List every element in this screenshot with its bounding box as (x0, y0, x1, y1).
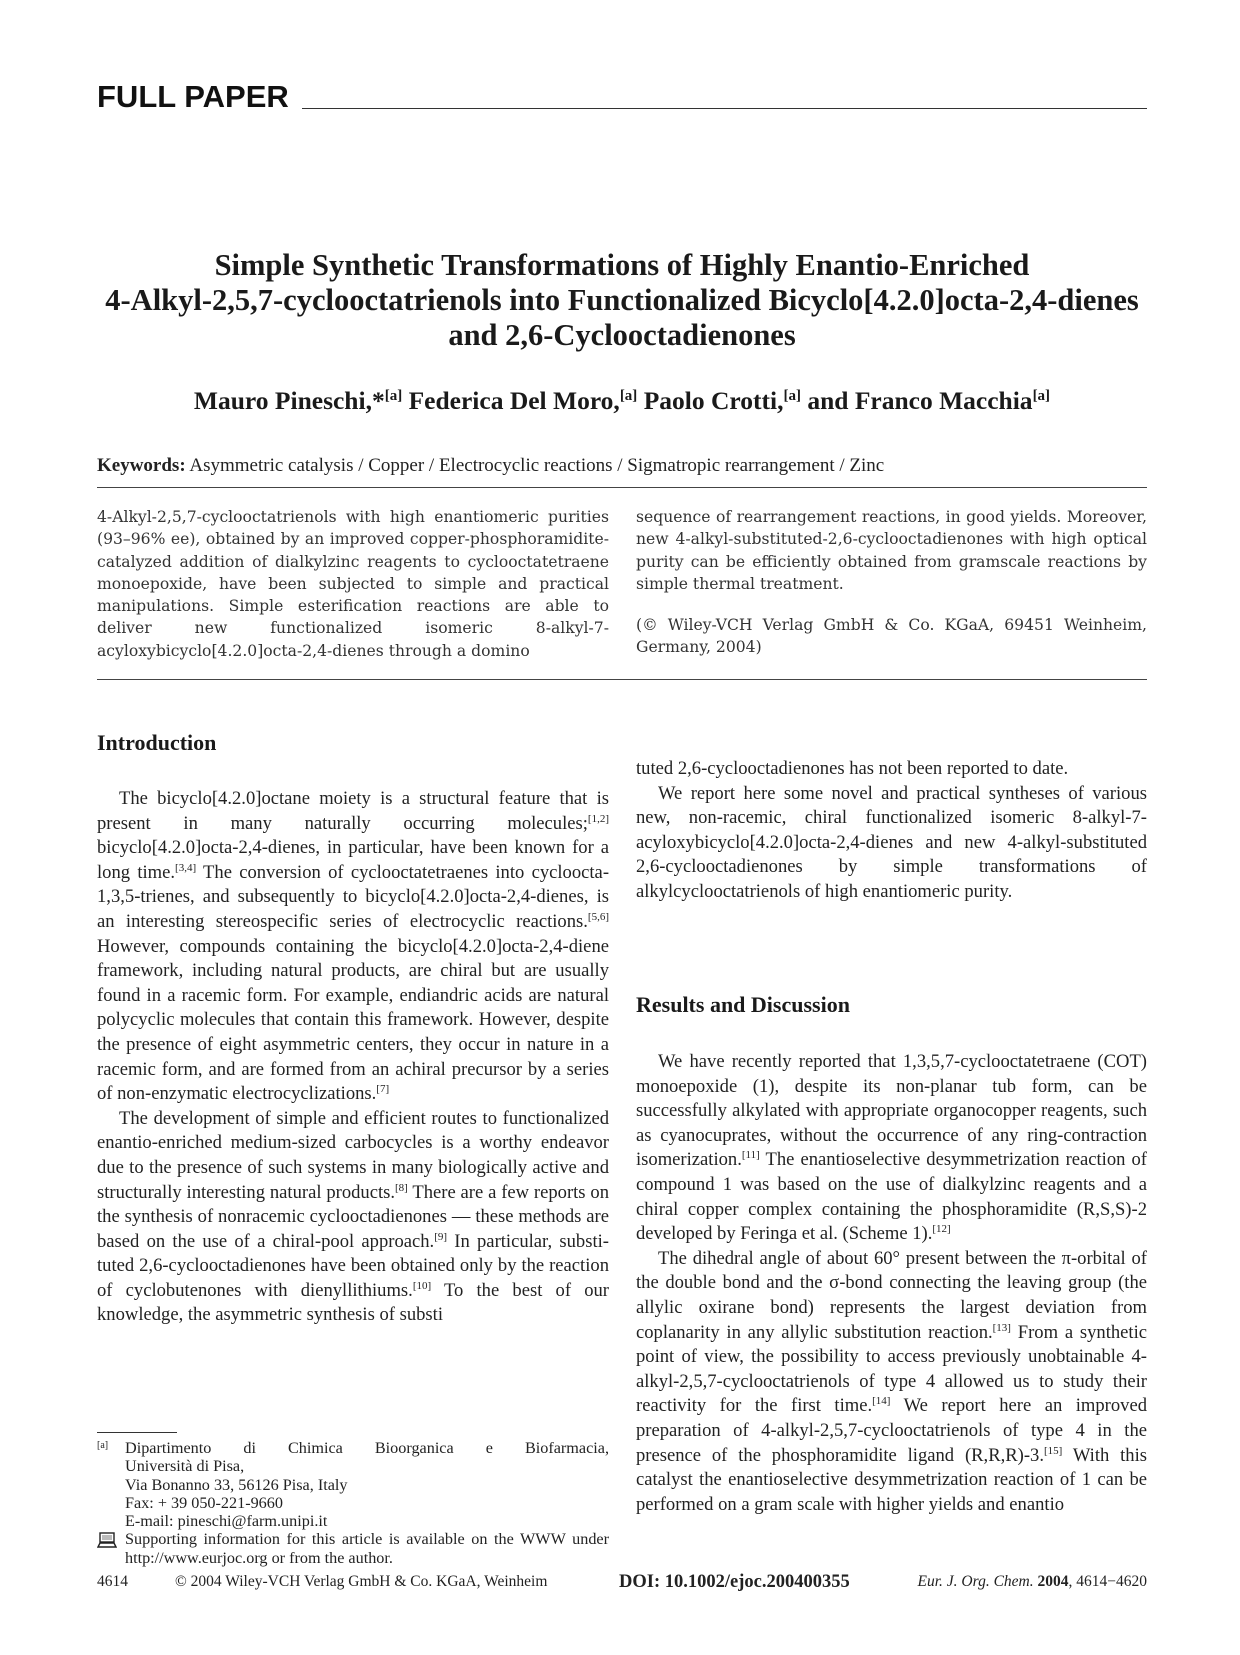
affiliation-line: Fax: + 39 050-221-9660 (125, 1493, 283, 1512)
citation-ref: [11] (741, 1149, 760, 1162)
footnote-mark: [a] (97, 1440, 109, 1451)
divider (97, 487, 1147, 488)
abstract-left (97, 506, 609, 662)
citation-ref: [8] (395, 1181, 408, 1194)
affiliation-line: Università di Pisa, (125, 1457, 245, 1476)
divider (97, 679, 1147, 680)
journal-name: Eur. J. Org. Chem. (917, 1573, 1034, 1590)
paragraph: We report here some novel and practical syntheses of various new, non-racemic, chiral functionalized isomeric 8-alkyl-7-acyloxybicyclo[4.2.0]octa-2,4-dienes and new 4-alkyl-substituted 2,6-cyclooctadienones by simple transformations of alkylcyclooctatrienols of high enantiomeric purity. (636, 782, 1147, 902)
author-name: Federica Del Moro, (408, 386, 620, 415)
author-list (97, 386, 1147, 416)
journal-year: 2004 (1037, 1573, 1069, 1590)
article-title (97, 248, 1147, 353)
citation-ref: [3,4] (175, 861, 197, 874)
footer-copyright: © 2004 Wiley-VCH Verlag GmbH & Co. KGaA, Weinheim (175, 1573, 548, 1590)
citation-ref: [5,6] (587, 910, 609, 923)
author-name: Paolo Crotti, (643, 386, 784, 415)
affiliation-mark: [a] (1032, 388, 1051, 404)
right-column-top (636, 757, 1147, 905)
footnote-rule (97, 1432, 177, 1433)
paragraph: We have recently reported that 1,3,5,7-cyclooctatetraene (COT) monoepoxide (1), despite its non-planar tub form, can be successfully alkylated with appropriate organocopper reagents, such as cyanocuprates, without the occurrence of any ring-contraction isomerization.[11] The enantioselective desymmetrization reaction of compound 1 was based on the use of dialkylzinc reagents and a chiral copper complex containing the phosphoramidite (R,S,S)-2 developed by Feringa et al. (Scheme 1).[12] (636, 1051, 1147, 1245)
page-number: 4614 (97, 1573, 128, 1590)
journal-pages: , 4614−4620 (1068, 1573, 1147, 1590)
header-rule (302, 108, 1147, 109)
citation-ref: [9] (434, 1230, 448, 1243)
computer-icon (97, 1530, 125, 1567)
paragraph: The bicyclo[4.2.0]octane moiety is a structural feature that is present in many naturally occurring molecules;[1,2] bicyclo[4.2.0]octa-2,4-dienes, in particular, have been known for a long time.[3,4] The conversion of cyclooctatetraenes into cycloocta-1,3,5-trienes, and subsequently to bicyclo[4.2.0]octa-2,4-dienes, is an interesting stereospecific series of electrocyclic reactions.[5,6] However, compounds containing the bicyclo[4.2.0]octa-2,4-diene framework, including natural products, are chiral but are usually found in a racemic form. For example, endiandric acids are natural polycyclic molecules that contain this framework. However, despite the presence of eight asymmetric centers, they occur in nature in a racemic form, and are formed from an achiral precursor by a series of non-enzymatic electrocyclizations.[7] (97, 788, 610, 1105)
affiliation-line: Dipartimento di Chimica Bioorganica e Biofarmacia, (125, 1439, 609, 1457)
citation-ref: [7] (376, 1083, 390, 1096)
abstract-copyright: (© Wiley-VCH Verlag GmbH & Co. KGaA, 69451 Weinheim, Germany, 2004) (636, 616, 1147, 657)
doi: DOI: 10.1002/ejoc.200400355 (619, 1572, 850, 1592)
abstract-right (636, 506, 1147, 659)
title-line: Simple Synthetic Transformations of Highly Enantio-Enriched (214, 248, 1030, 282)
citation-ref: [1,2] (587, 812, 609, 825)
affiliation-line: Via Bonanno 33, 56126 Pisa, Italy (125, 1475, 348, 1494)
journal-citation (918, 1571, 1147, 1593)
keywords (97, 454, 884, 478)
title-line: 4-Alkyl-2,5,7-cyclooctatrienols into Functionalized Bicyclo[4.2.0]octa-2,4-dienes (105, 283, 1139, 317)
citation-ref: [12] (932, 1223, 951, 1236)
abstract-text: sequence of rearrangement reactions, in good yields. Moreover, new 4-alkyl-substituted-2,6-cyclooctadienones with high optical purity can be efficiently obtained from gramscale reactions by simple thermal treatment. (636, 508, 1147, 593)
section-heading: Results and Discussion (636, 992, 850, 1017)
citation-ref: [15] (1044, 1444, 1063, 1457)
citation-ref: [13] (992, 1321, 1011, 1334)
keywords-label: Keywords: (97, 455, 186, 476)
paragraph: The dihedral angle of about 60° present between the π-orbital of the double bond and the σ-bond connecting the leaving group (the allylic oxirane bond) represents the largest deviation from coplanarity in any allylic substitution reaction.[13] From a synthetic point of view, the possibility to access previously unobtainable 4-alkyl-2,5,7-cyclooctatrienols of type 4 allowed us to study their reactivity for the first time.[14] We report here an improved preparation of 4-alkyl-2,5,7-cyclooctatrienols of type 4 in the presence of the phosphoramidite ligand (R,R,R)-3.[15] With this catalyst the enantioselective desymmetrization reaction of 1 can be performed on a gram scale with higher yields and enantio (636, 1247, 1148, 1515)
abstract-text: 4-Alkyl-2,5,7-cyclooctatrienols with high enantiomeric purities (93–96% ee), obtained by an improved copper-phosphoramidite-catalyzed addition of dialkylzinc reagents to cyclooctatetraene monoepoxide, have been subjected to simple and practical manipulations. Simple esterification reactions are able to deliver new functionalized isomeric 8-alkyl-7-acyloxybicyclo[4.2.0]octa-2,4-dienes through a domino (97, 508, 609, 660)
page-footer (97, 1571, 1147, 1595)
affiliation-mark: [a] (384, 388, 403, 404)
email-line: E-mail: pineschi@farm.unipi.it (125, 1512, 328, 1531)
supporting-info: Supporting information for this article is available on the WWW under http://www.eurjoc.org or from the author. (125, 1530, 609, 1567)
affiliation-mark: [a] (783, 388, 801, 404)
citation-ref: [10] (412, 1279, 432, 1292)
footnote (97, 1439, 609, 1567)
intro-column (97, 787, 609, 1328)
affiliation-mark: [a] (619, 388, 638, 404)
section-label: FULL PAPER (97, 79, 289, 114)
author-name: and Franco Macchia (807, 386, 1033, 415)
section-heading: Introduction (97, 730, 217, 755)
title-line: and 2,6-Cyclooctadienones (448, 318, 796, 352)
keywords-text: Asymmetric catalysis / Copper / Electrocyclic reactions / Sigmatropic rearrangement / Zinc (189, 455, 885, 476)
author-name: Mauro Pineschi,* (193, 386, 385, 415)
results-column (636, 1050, 1147, 1517)
paragraph: tuted 2,6-cyclooctadienones has not been reported to date. (636, 758, 1069, 779)
journal-header (97, 80, 1147, 114)
citation-ref: [14] (872, 1395, 891, 1408)
paragraph: The development of simple and efficient routes to functionalized enantio-enriched medium-sized carbocycles is a worthy endeavor due to the presence of such systems in many biologically active and structurally interesting natural products.[8] There are a few reports on the synthesis of nonracemic cyclooctadienones — these methods are based on the use of a chiral-pool approach.[9] In particular, substituted 2,6-cyclooctadienones have been obtained only by the reaction of cyclobutenones with dienyllithiums.[10] To the best of our knowledge, the asymmetric synthesis of substi (97, 1107, 609, 1326)
